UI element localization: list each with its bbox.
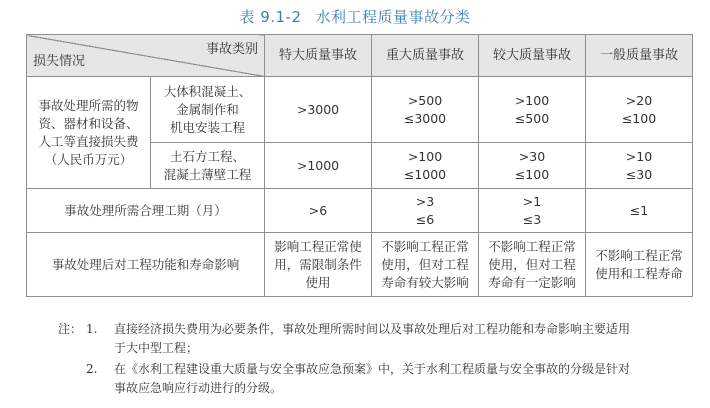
table-number: 表 9.1-2: [239, 8, 302, 26]
cost-a-label-cell: [151, 77, 265, 143]
value-cell: [265, 233, 372, 297]
table-notes: [58, 320, 698, 398]
cell-line: 不影响工程正常: [381, 238, 469, 254]
value-cell: [586, 233, 693, 297]
table-title-text: 水利工程质量事故分类: [315, 8, 471, 26]
header-cell: 较大质量事故: [479, 35, 586, 77]
value-cell: [479, 143, 586, 189]
cell-line: 金属制作和: [176, 101, 239, 117]
cell-line: 寿命有较大影响: [381, 274, 469, 290]
notes-label: 注：: [58, 322, 83, 336]
note-number: 1.: [86, 322, 98, 336]
cell-line: >1: [522, 193, 542, 209]
cell-line: （人民币万元）: [44, 151, 133, 167]
value-cell: [265, 77, 372, 143]
cell-line: 使用: [305, 274, 331, 290]
cost-b-label-cell: [151, 143, 265, 189]
note-line: 于大中型工程；: [114, 341, 199, 355]
cell-line: ≤100: [621, 110, 657, 126]
cell-line: >100: [514, 92, 550, 108]
period-label-cell: 事故处理所需合理工期（月）: [27, 189, 265, 233]
cell-line: ≤1000: [403, 166, 447, 182]
cell-line: 资、器材和设备、: [38, 115, 139, 131]
cell-line: ≤500: [514, 110, 550, 126]
note-line: 事故应急响应行动进行的分级。: [114, 381, 283, 395]
cell-line: 使用和工程寿命: [595, 265, 683, 281]
cell-line: 不影响工程正常: [488, 238, 576, 254]
corner-category-label: 事故类别: [205, 42, 258, 57]
value-cell: [479, 189, 586, 233]
value-cell: [265, 189, 372, 233]
cell-line: ≤3000: [403, 110, 447, 126]
cell-line: 混凝土薄壁工程: [163, 166, 252, 182]
table-row: [27, 189, 693, 233]
value-cell: [479, 77, 586, 143]
note-number: 2.: [86, 362, 98, 376]
cell-line: >30: [518, 148, 546, 164]
value-cell: [372, 233, 479, 297]
cell-line: >1000: [296, 157, 340, 173]
note-line: 在《水利工程建设重大质量与安全事故应急预案》中，关于水利工程质量与安全事故的分级是针对: [114, 362, 631, 376]
cell-line: ≤100: [514, 166, 550, 182]
cell-line: >20: [625, 92, 653, 108]
cell-line: 人工等直接损失费: [38, 133, 139, 149]
corner-header-cell: [27, 35, 265, 77]
cell-line: 使用，但对工程: [381, 256, 469, 272]
cell-line: 用，需限制条件: [274, 256, 362, 272]
header-cell: 一般质量事故: [586, 35, 693, 77]
note-item: [58, 320, 698, 358]
table-title: [0, 6, 710, 27]
cell-line: >10: [625, 148, 653, 164]
cell-line: 寿命有一定影响: [488, 274, 576, 290]
value-cell: [586, 189, 693, 233]
cell-line: 土石方工程、: [169, 148, 245, 164]
value-cell: [265, 143, 372, 189]
cell-line: ≤6: [415, 211, 435, 227]
value-cell: [479, 233, 586, 297]
cell-line: >500: [407, 92, 443, 108]
cell-line: 影响工程正常使: [274, 238, 362, 254]
header-cell: 重大质量事故: [372, 35, 479, 77]
cell-line: 使用，但对工程: [488, 256, 576, 272]
cell-line: 大体积混凝土、: [163, 83, 252, 99]
value-cell: [586, 77, 693, 143]
note-item: [58, 360, 698, 398]
cell-line: 机电安装工程: [169, 119, 245, 135]
note-line: 直接经济损失费用为必要条件，事故处理所需时间以及事故处理后对工程功能和寿命影响主要适用: [114, 322, 631, 336]
value-cell: [372, 77, 479, 143]
table-row: [27, 233, 693, 297]
cell-line: >3: [415, 193, 435, 209]
corner-loss-label: 损失情况: [33, 54, 86, 69]
cell-line: 事故处理所需的物: [38, 97, 139, 113]
cell-line: >6: [308, 202, 328, 218]
value-cell: [586, 143, 693, 189]
header-cell: 特大质量事故: [265, 35, 372, 77]
cell-line: >100: [407, 148, 443, 164]
cell-line: >3000: [296, 101, 340, 117]
value-cell: [372, 189, 479, 233]
value-cell: [372, 143, 479, 189]
header-row: [27, 35, 693, 77]
cell-line: ≤30: [625, 166, 653, 182]
quality-accident-table: [26, 34, 693, 297]
impact-label-cell: 事故处理后对工程功能和寿命影响: [27, 233, 265, 297]
cell-line: ≤1: [629, 202, 649, 218]
table-row: [27, 77, 693, 143]
cost-label-cell: [27, 77, 151, 189]
cell-line: ≤3: [522, 211, 542, 227]
cell-line: 不影响工程正常: [595, 247, 683, 263]
